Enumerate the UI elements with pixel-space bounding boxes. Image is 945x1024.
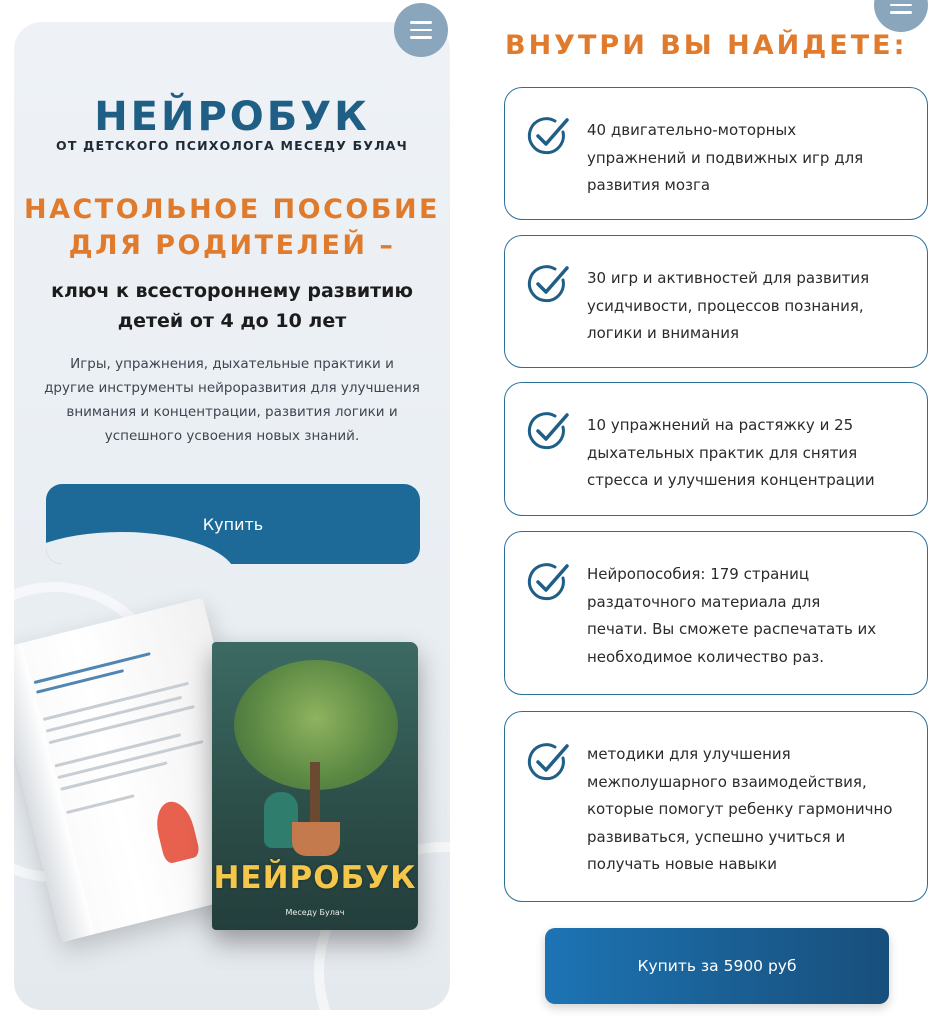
feature-text <box>587 741 917 879</box>
feature-text-line: Нейропособия: 179 страниц <box>587 565 810 583</box>
menu-bar <box>410 36 432 39</box>
hero-description-line: успешного усвоения новых знаний. <box>104 428 360 444</box>
feature-card <box>504 531 928 695</box>
hero-description-line: Игры, упражнения, дыхательные практики и <box>70 356 394 372</box>
feature-text-line: раздаточного материала для <box>587 592 821 611</box>
feature-card <box>504 235 928 368</box>
feature-text-line: логики и внимания <box>587 324 739 342</box>
hero-tagline-line: ключ к всестороннему развитию <box>51 280 413 302</box>
hero-description <box>30 352 434 448</box>
button-wave-decoration <box>46 532 236 564</box>
feature-text-line: усидчивости, процессов познания, <box>587 296 864 315</box>
features-heading: ВНУТРИ ВЫ НАЙДЕТЕ: <box>505 30 908 61</box>
feature-text-line: 10 упражнений на растяжку и 25 <box>587 416 854 434</box>
feature-text-line: 30 игр и активностей для развития <box>587 269 870 287</box>
flower-pot <box>292 822 340 856</box>
hero-headline-line: НАСТОЛЬНОЕ ПОСОБИЕ <box>23 194 440 225</box>
hero-panel <box>14 22 450 1010</box>
feature-text-line: методики для улучшения <box>587 745 791 763</box>
check-circle-icon <box>525 411 571 451</box>
feature-text <box>587 412 917 495</box>
feature-text-line: стресса и улучшения концентрации <box>587 471 875 489</box>
feature-text <box>587 561 917 671</box>
hamburger-menu-icon[interactable] <box>394 3 448 57</box>
feature-text-line: печати. Вы сможете распечатать их <box>587 620 877 638</box>
menu-bar <box>410 21 432 24</box>
buy-price-button-label: Купить за 5900 руб <box>637 957 797 975</box>
feature-card <box>504 382 928 516</box>
feature-text-line: получать новые навыки <box>587 855 778 873</box>
hamburger-menu-icon[interactable] <box>874 0 928 32</box>
hero-description-line: внимания и концентрации, развития логики и <box>66 404 398 420</box>
buy-button[interactable] <box>46 484 420 564</box>
feature-text <box>587 117 917 200</box>
hero-tagline <box>14 276 450 336</box>
hero-tagline-line: детей от 4 до 10 лет <box>117 310 347 332</box>
brand-title: НЕЙРОБУК <box>94 94 370 140</box>
hero-headline-line: ДЛЯ РОДИТЕЛЕЙ – <box>68 230 396 261</box>
feature-text-line: которые помогут ребенку гармонично <box>587 800 893 818</box>
feature-text <box>587 265 917 348</box>
feature-text-line: развития мозга <box>587 176 711 194</box>
hero-description-line: другие инструменты нейроразвития для улучшения <box>44 380 420 396</box>
brand-subtitle: ОТ ДЕТСКОГО ПСИХОЛОГА МЕСЕДУ БУЛАЧ <box>56 138 408 153</box>
book-cover-title: НЕЙРОБУК <box>213 860 417 896</box>
menu-bar <box>410 29 432 32</box>
book-cover-image <box>212 642 418 930</box>
page-line <box>36 669 124 694</box>
buy-button-label: Купить <box>202 514 264 534</box>
feature-card <box>504 711 928 902</box>
illustration-child <box>151 798 200 865</box>
feature-text-line: развиваться, успешно учиться и <box>587 827 846 846</box>
buy-price-button[interactable] <box>545 928 889 1004</box>
book-cover-author: Меседу Булач <box>285 908 345 917</box>
page-line <box>60 761 167 791</box>
menu-bar <box>890 4 912 7</box>
feature-text-line: упражнений и подвижных игр для <box>587 148 864 167</box>
feature-card <box>504 87 928 220</box>
menu-bar <box>890 11 912 14</box>
feature-text-line: межполушарного взаимодействия, <box>587 772 867 791</box>
page-line <box>66 794 135 814</box>
feature-text-line: 40 двигательно-моторных <box>587 121 797 139</box>
hero-headline <box>14 192 450 264</box>
check-circle-icon <box>525 742 571 782</box>
feature-text-line: дыхательных практик для снятия <box>587 443 858 462</box>
check-circle-icon <box>525 264 571 304</box>
feature-text-line: необходимое количество раз. <box>587 647 825 666</box>
check-circle-icon <box>525 116 571 156</box>
check-circle-icon <box>525 562 571 602</box>
